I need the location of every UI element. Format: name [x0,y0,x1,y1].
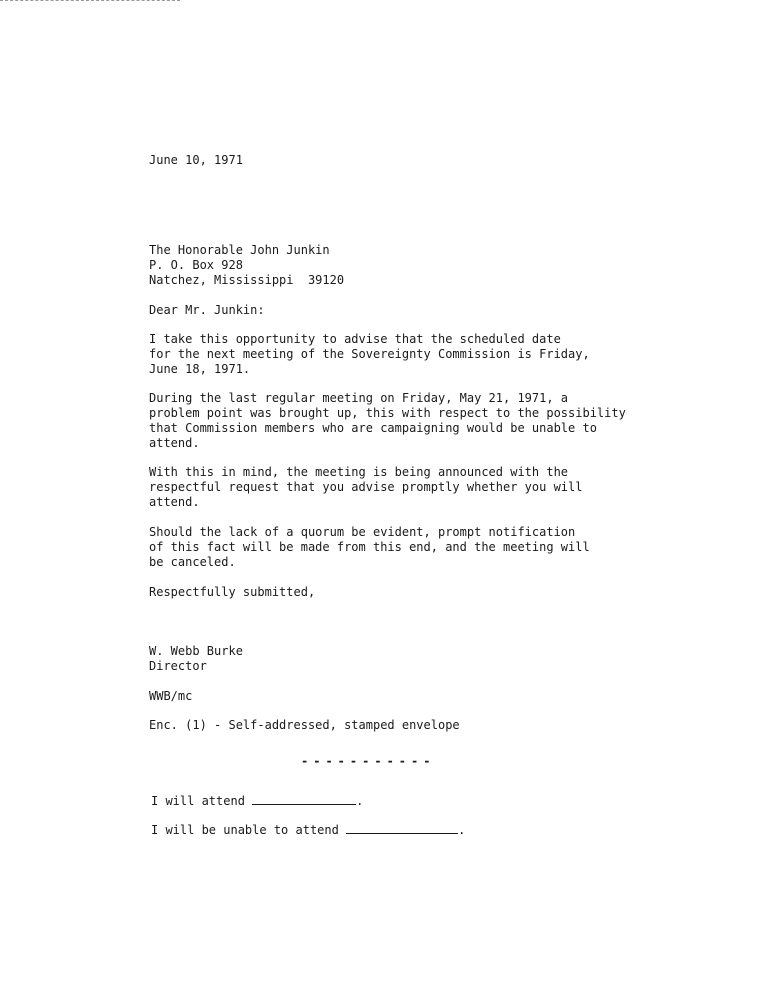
paragraph-line: I take this opportunity to advise that the scheduled date [149,332,561,346]
paragraph-line: of this fact will be made from this end, and the meeting will [149,540,590,554]
paragraph-line: attend. [149,436,200,450]
paragraph-line: During the last regular meeting on Friday, May 21, 1971, a [149,391,569,405]
attend-suffix: . [356,794,364,808]
paragraph-line: June 18, 1971. [149,362,251,376]
addressee-line: The Honorable John Junkin [149,243,330,257]
letter-date: June 10, 1971 [149,153,243,167]
enclosure-note: Enc. (1) - Self-addressed, stamped envelope [149,718,460,732]
addressee-line: Natchez, Mississippi 39120 [149,273,345,287]
reply-attend [151,793,363,809]
attend-label: I will attend [151,794,245,808]
paragraph-line: respectful request that you advise promptly whether you will [149,480,583,494]
addressee-line: P. O. Box 928 [149,258,243,272]
closing: Respectfully submitted, [149,585,316,599]
paragraph-line: Should the lack of a quorum be evident, prompt notification [149,525,576,539]
paragraph-line: problem point was brought up, this with respect to the possibility [149,406,626,420]
signer-name: W. Webb Burke [149,644,243,658]
paragraph-line: be canceled. [149,555,236,569]
reply-unable [151,822,465,838]
separator-dashes: ----------- [301,754,436,768]
typist-initials: WWB/mc [149,689,193,703]
paragraph-line: attend. [149,495,200,509]
unable-suffix: . [458,823,466,837]
unable-blank-line[interactable] [346,822,458,834]
signer-title: Director [149,659,207,673]
salutation: Dear Mr. Junkin: [149,303,265,317]
paragraph-line: With this in mind, the meeting is being announced with the [149,465,569,479]
unable-label: I will be unable to attend [151,823,339,837]
paragraph-line: that Commission members who are campaigning would be unable to [149,421,597,435]
paragraph-line: for the next meeting of the Sovereignty Commission is Friday, [149,347,590,361]
top-edge-dashes [0,0,180,3]
attend-blank-line[interactable] [252,793,356,805]
